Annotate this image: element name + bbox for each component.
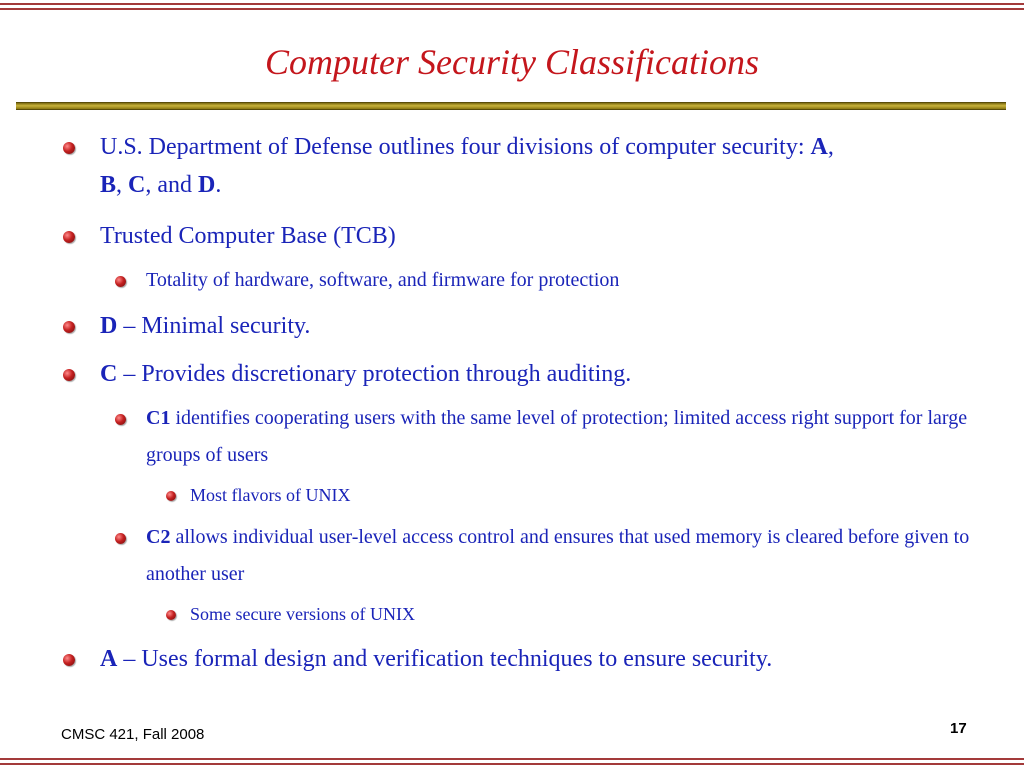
bullet-label: C1 [146,407,171,429]
bullet-icon [166,491,176,501]
bullet-label: C2 [146,526,171,548]
sub-sub-bullet-secure-unix [190,602,970,626]
sub-bullet-c2 [146,519,986,593]
bullet-text: Totality of hardware, software, and firmware for protection [146,269,620,291]
slide-title: Computer Security Classifications [265,42,759,82]
bullet-label: C [100,361,118,387]
bullet-icon [63,369,75,381]
bullet-label: A [100,646,118,672]
sub-sub-bullet-unix [190,483,970,507]
bullet-text: Trusted Computer Base (TCB) [100,223,396,249]
bullet-division-c [100,355,980,393]
bullet-text: – Uses formal design and verification techniques to ensure security. [117,646,773,672]
bottom-border-line [0,763,1024,765]
sub-bullet-c1 [146,400,986,474]
bullet-text: Some secure versions of UNIX [190,604,415,624]
sub-bullet-tcb-totality [146,262,986,299]
top-border-line [0,3,1024,5]
bullet-division-d [100,307,980,345]
division-d: D [198,172,216,198]
bullet-icon [63,231,75,243]
bullet-icon [115,276,126,287]
bullet-text: allows individual user-level access control and ensures that used memory is cleared before given to another user [146,526,970,585]
bullet-icon [63,142,75,154]
top-border-line-inner [0,8,1024,10]
bottom-border-line-inner [0,758,1024,760]
slide-number: 17 [950,720,967,737]
bullet-icon [166,610,176,620]
bullet-icon [115,414,126,425]
bullet-icon [63,321,75,333]
bullet-label: D [100,313,118,339]
division-b: B [100,172,117,198]
bullet-tcb [100,217,980,255]
bullet-text: identifies cooperating users with the same level of protection; limited access right support for large groups of users [146,407,968,466]
bullet-dod-divisions: U.S. Department of Defense outlines four divisions of computer security: A, B, C, and D. [100,128,980,204]
footer-course: CMSC 421, Fall 2008 [61,726,205,743]
bullet-text: – Provides discretionary protection through auditing. [117,361,632,387]
division-a: A [810,134,828,160]
bullet-text: Most flavors of UNIX [190,485,351,505]
bullet-icon [115,533,126,544]
bullet-division-a [100,640,980,678]
bullet-text: U.S. Department of Defense outlines four divisions of computer security: [100,134,811,160]
bullet-icon [63,654,75,666]
title-divider [16,102,1006,110]
division-c: C [128,172,146,198]
bullet-text: – Minimal security. [117,313,311,339]
